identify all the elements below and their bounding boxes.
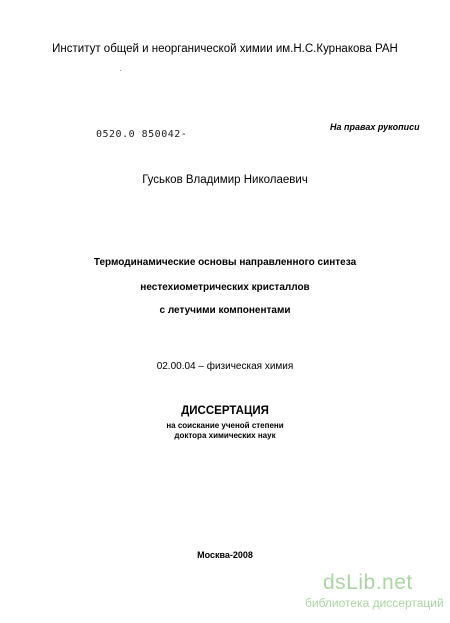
scan-speck	[120, 70, 121, 71]
rights-notice: На правах рукописи	[330, 122, 420, 132]
thesis-title-line-1: Термодинамические основы направленного синтеза	[93, 257, 357, 268]
author-name: Гуськов Владимир Николаевич	[142, 174, 308, 186]
thesis-title-line-3: с летучими компонентами	[159, 305, 291, 316]
watermark-subtitle: библиотека диссертаций	[305, 596, 444, 610]
thesis-title-line-2: нестехиометрических кристаллов	[140, 282, 310, 293]
degree-line-2: доктора химических наук	[174, 431, 276, 440]
archive-stamp: 0520.0 850042-	[96, 129, 188, 140]
institute-name: Институт общей и неорганической химии им.Н.С.Курнакова РАН	[52, 43, 398, 55]
place-year: Москва-2008	[197, 550, 253, 560]
specialty-code: 02.00.04 – физическая химия	[156, 361, 294, 372]
watermark-logo: dsLib.net	[323, 571, 413, 594]
document-type: ДИССЕРТАЦИЯ	[181, 405, 269, 417]
degree-line-1: на соискание ученой степени	[166, 421, 284, 430]
